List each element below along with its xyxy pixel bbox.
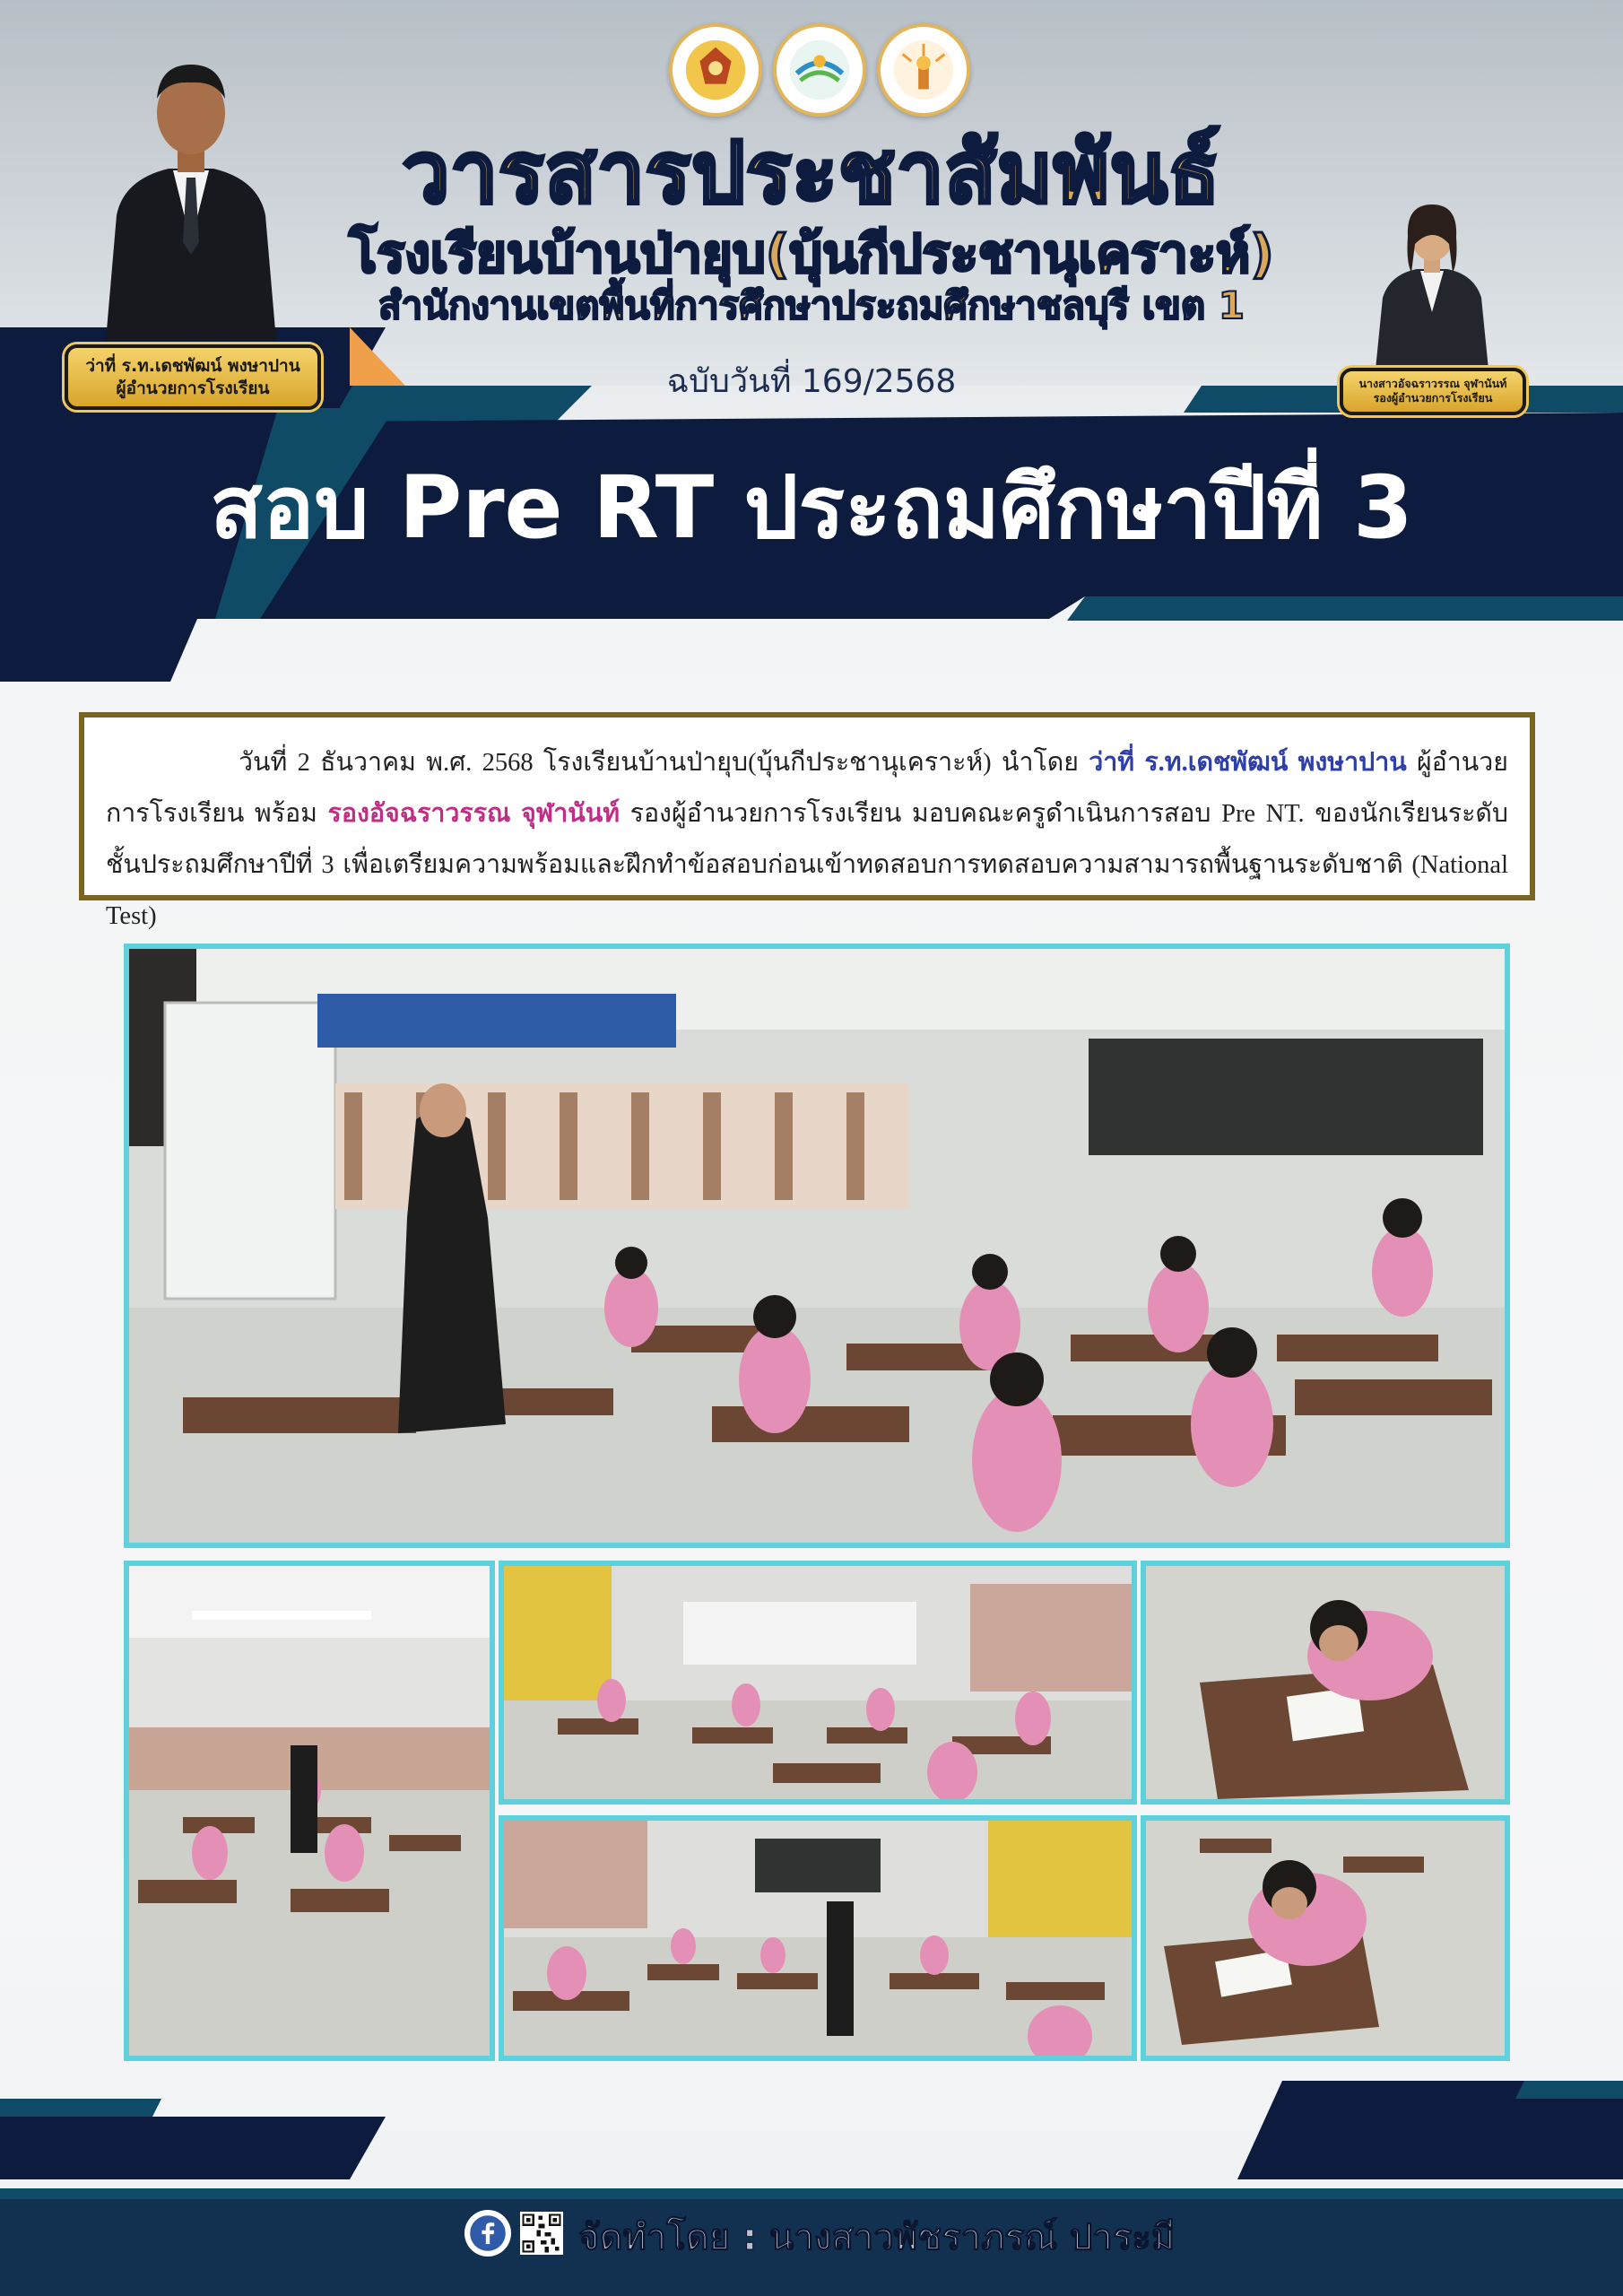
headline: สอบ Pre RT ประถมศึกษาปีที่ 3: [210, 457, 1413, 558]
director-role: ผู้อำนวยการโรงเรียน: [116, 378, 270, 398]
student-writing-photo-1: [1141, 1561, 1510, 1805]
school-name: โรงเรียนบ้านป่ายุบ(บุ้นกีประชานุเคราะห์): [349, 223, 1274, 284]
education-office: สำนักงานเขตพื้นที่การศึกษาประถมศึกษาชลบุรี เขต 1: [378, 283, 1245, 327]
main-classroom-photo: [124, 944, 1510, 1548]
intro-part3: รองผู้อำนวยการโรงเรียน มอบคณะครูดำเนินการสอบ Pre NT. ของนักเรียนระดับชั้นประถมศึกษาปีที่ 3 เพื่อเตรียมความพร้อมและฝึกทำข้อสอบก่อนเข้าทดสอบการทดสอบความสามารถพื้นฐานระดับชาติ (National Test): [106, 800, 1508, 930]
director-badge: [65, 344, 321, 410]
classroom-photo-4: [499, 1815, 1137, 2061]
credit-text: จัดทำโดย : นางสาวพัชราภรณ์ ปาระมี: [578, 2217, 1176, 2258]
district-office-logo-icon: [877, 23, 970, 117]
school-emblem-icon: [669, 23, 762, 117]
classroom-photo-2: [124, 1561, 495, 2061]
intro-part2: ผู้อำนวยการโรงเรียน พร้อม: [106, 749, 1508, 828]
deputy-badge: [1340, 368, 1526, 415]
issue-number: ฉบับวันที่ 169/2568: [666, 363, 957, 400]
qr-code-icon[interactable]: [520, 2212, 563, 2255]
deputy-role: รองผู้อำนวยการโรงเรียน: [1373, 391, 1493, 405]
deputy-photo: [1370, 190, 1494, 370]
facebook-icon[interactable]: [464, 2210, 511, 2257]
intro-paragraph: [106, 737, 1508, 942]
obec-logo-icon: [773, 23, 866, 117]
intro-director-name: ว่าที่ ร.ท.เดชพัฒน์ พงษาปาน: [1089, 749, 1407, 777]
student-writing-photo-2: [1141, 1815, 1510, 2061]
classroom-photo-3: [499, 1561, 1137, 1805]
intro-deputy-name: รองอัจฉราวรรณ จุฬานันท์: [327, 800, 621, 828]
journal-title: วารสารประชาสัมพันธ์: [402, 125, 1221, 222]
intro-box: [79, 712, 1535, 930]
director-name: ว่าที่ ร.ท.เดชพัฒน์ พงษาปาน: [85, 356, 300, 376]
intro-part1: วันที่ 2 ธันวาคม พ.ศ. 2568 โรงเรียนบ้านป่ายุบ(บุ้นกีประชานุเคราะห์) นำโดย: [239, 749, 1089, 777]
deputy-name: นางสาวอัจฉราวรรณ จุฬานันท์: [1358, 377, 1507, 390]
director-photo: [97, 36, 285, 341]
